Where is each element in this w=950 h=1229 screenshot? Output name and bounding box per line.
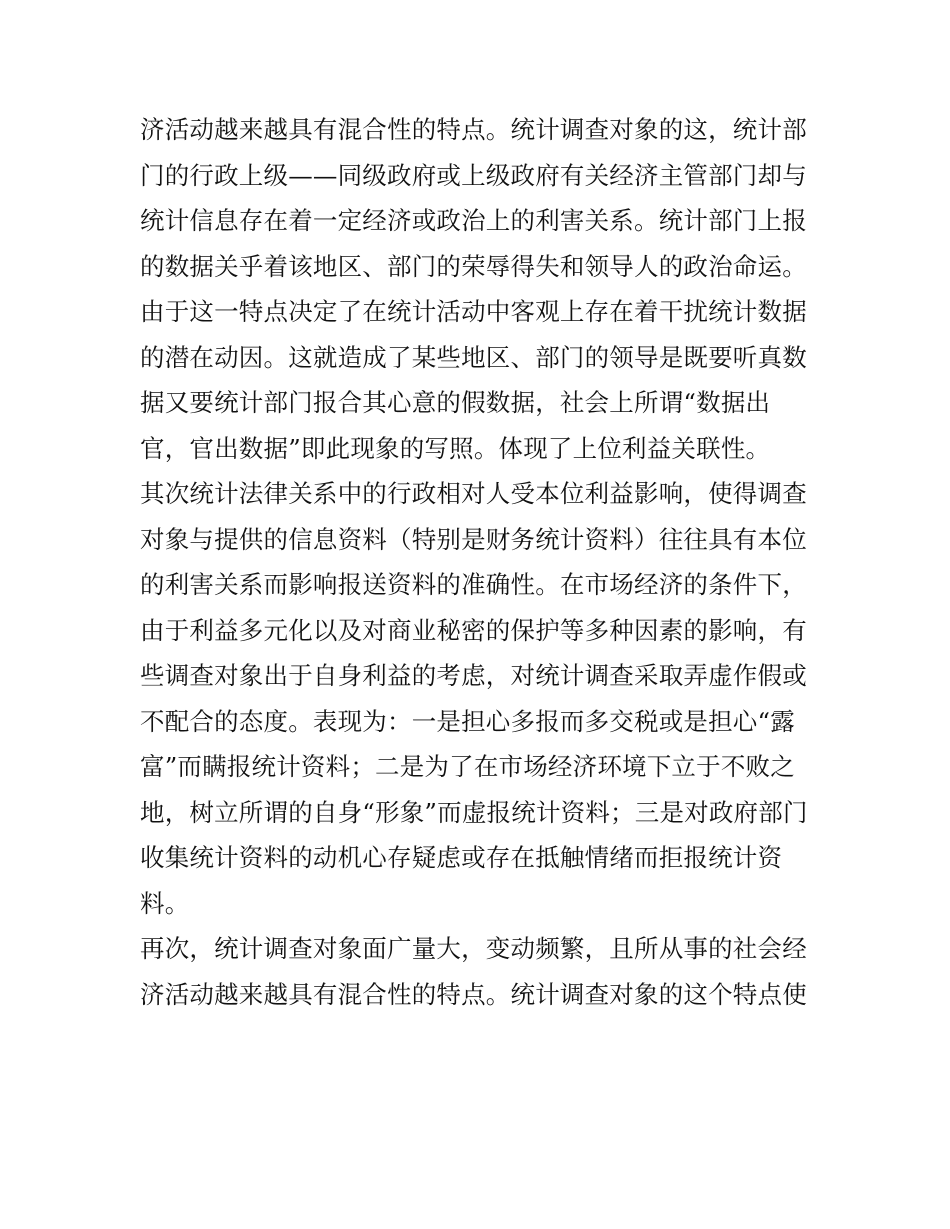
text-line: 料。 (140, 888, 190, 918)
text-line: 对象与提供的信息资料（特别是财务统计资料）往往具有本位 (140, 524, 807, 554)
text-line: 的利害关系而影响报送资料的准确性。在市场经济的条件下， (140, 570, 807, 599)
text-line: 收集统计资料的动机心存疑虑或存在抵触情绪而拒报统计资 (140, 843, 783, 872)
text-line: 的潜在动因。这就造成了某些地区、部门的领导是既要听真数 (140, 342, 807, 372)
text-line: 再次，统计调查对象面广量大，变动频繁，且所从事的社会经 (140, 934, 807, 963)
text-line: 富”而瞒报统计资料；二是为了在市场经济环境下立于不败之 (140, 752, 795, 781)
text-line: 济活动越来越具有混合性的特点。统计调查对象的这个特点使 (140, 979, 807, 1009)
text-line: 统计信息存在着一定经济或政治上的利害关系。统计部门上报 (140, 206, 807, 235)
text-line: 其次统计法律关系中的行政相对人受本位利益影响，使得调查 (140, 479, 807, 508)
text-line: 济活动越来越具有混合性的特点。统计调查对象的这，统计部 (140, 115, 807, 144)
text-line: 官，官出数据”即此现象的写照。体现了上位利益关联性。 (140, 433, 771, 463)
text-line: 地，树立所谓的自身“形象”而虚报统计资料；三是对政府部门 (140, 797, 808, 827)
text-line: 的数据关乎着该地区、部门的荣辱得失和领导人的政治命运。 (140, 251, 807, 281)
text-line: 由于这一特点决定了在统计活动中客观上存在着干扰统计数据 (140, 297, 807, 326)
text-line: 门的行政上级——同级政府或上级政府有关经济主管部门却与 (140, 160, 807, 190)
text-line: 由于利益多元化以及对商业秘密的保护等多种因素的影响，有 (140, 615, 807, 645)
body-text (140, 107, 820, 1017)
text-line: 些调查对象出于自身利益的考虑，对统计调查采取弄虚作假或 (140, 661, 807, 690)
text-line: 据又要统计部门报合其心意的假数据，社会上所谓“数据出 (140, 388, 771, 417)
text-line: 不配合的态度。表现为：一是担心多报而多交税或是担心“露 (140, 706, 795, 736)
